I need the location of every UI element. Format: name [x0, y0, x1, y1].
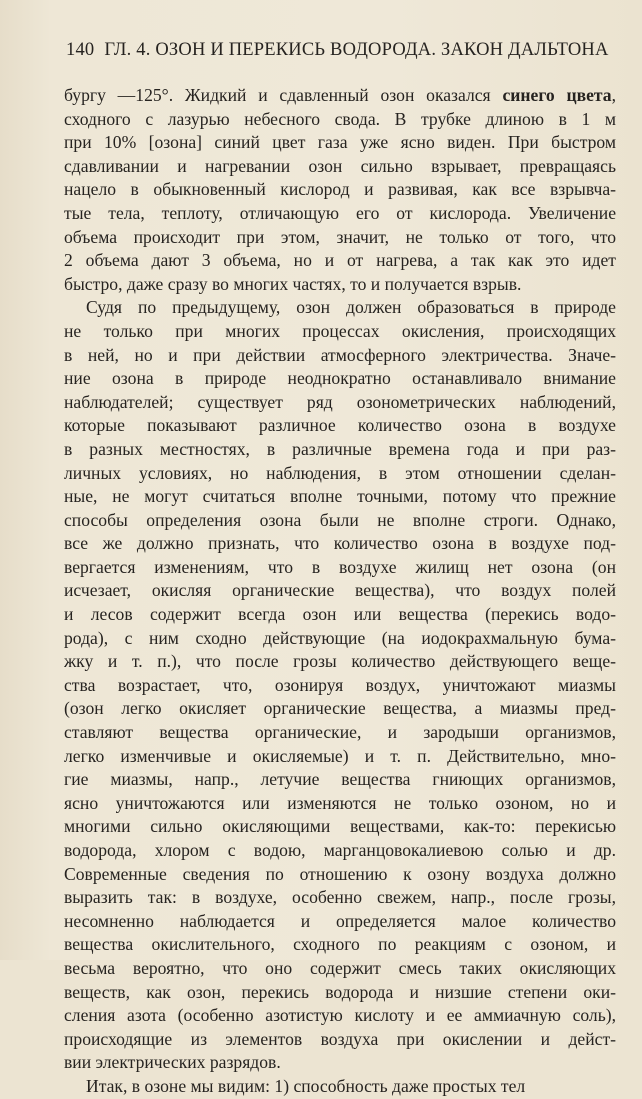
text-line: жку и т. п.), что после грозы количество действующего веще-	[64, 651, 616, 672]
text-line: все же должно признать, что количество озона в воздухе под-	[64, 533, 616, 554]
text-line: рода), с ним сходно действующие (на иодокрахмальную бума-	[64, 627, 616, 648]
text-line: ставляют вещества органические, и зародыши организмов,	[64, 722, 616, 743]
text-line: объема происходит при этом, значит, не только от того, что	[64, 226, 616, 247]
text-line: и лесов содержит всегда озон или вещества (перекись водо-	[64, 604, 616, 625]
text-line: сления азота (особенно азотистую кислоту и ее аммиачную соль),	[64, 1005, 616, 1026]
text-line: водорода, хлором с водою, марганцовокалиевою солью и др.	[64, 840, 616, 860]
text-line: веществ, как озон, перекись водорода и низшие степени оки-	[64, 981, 616, 1002]
text-line: многими сильно окисляющими веществами, как-то: перекисью	[64, 816, 616, 837]
body-text	[64, 84, 616, 1099]
text-line: бургу —125°. Жидкий и сдавленный озон оказался синего цвета,	[64, 85, 616, 105]
text-line: которые показывают различное количество озона в воздухе	[64, 415, 616, 436]
text-line: вергается изменениям, что в воздухе жилищ нет озона (он	[64, 556, 616, 577]
text-line: сдавливании и нагревании озон сильно взрывает, превращаясь	[64, 155, 616, 176]
text-line: исчезает, окисляя органические вещества), что воздух полей	[64, 580, 616, 601]
text-line: легко изменчивые и окисляемые) и т. п. Действительно, мно-	[64, 745, 616, 766]
text-line: Современные сведения по отношению к озону воздуха должно	[64, 863, 616, 884]
paragraph-first-line: Итак, в озоне мы видим: 1) способность даже простых тел	[86, 1075, 526, 1096]
text-line: несомненно наблюдается и определяется малое количество	[64, 910, 616, 931]
running-title: ГЛ. 4. ОЗОН И ПЕРЕКИСЬ ВОДОРОДА. ЗАКОН ДАЛЬТОНА	[104, 40, 609, 60]
text-line: при 10% [озона] синий цвет газа уже ясно виден. При быстром	[64, 132, 616, 153]
text-line: быстро, даже сразу во многих частях, то и получается взрыв.	[64, 273, 522, 294]
text-line: в ней, но и при действии атмосферного электричества. Значе-	[64, 344, 616, 365]
text-line: происходящие из элементов воздуха при окислении и дейст-	[64, 1028, 616, 1049]
page-number: 140	[66, 40, 95, 60]
text-line: наблюдателей; существует ряд озонометрических наблюдений,	[64, 391, 616, 412]
text-line: ные, не могут считаться вполне точными, потому что прежние	[64, 486, 616, 507]
text-line: вещества окислительного, сходного по реакциям с озоном, и	[64, 934, 616, 955]
text-line: ясно уничтожаются или изменяются не только озоном, но и	[64, 792, 616, 813]
running-head	[66, 40, 626, 61]
text-line: в разных местностях, в различные времена года и при раз-	[64, 438, 616, 459]
text-line: (озон легко окисляет органические вещества, а миазмы пред-	[64, 698, 616, 719]
text-line: гие миазмы, напр., летучие вещества гниющих организмов,	[64, 769, 616, 790]
paragraph-first-line: Судя по предыдущему, озон должен образоваться в природе	[86, 297, 616, 318]
text-line: не только при многих процессах окисления, происходящих	[64, 320, 616, 341]
text-line: способы определения озона были не вполне строги. Однако,	[64, 509, 616, 530]
text-line: сходного с лазурью небесного свода. В трубке длиною в 1 м	[64, 108, 616, 129]
text-line: весьма вероятно, что оно содержит смесь таких окисляющих	[64, 957, 616, 978]
text-line: тые тела, теплоту, отличающую его от кислорода. Увеличение	[64, 202, 616, 223]
text-line: личных условиях, но наблюдения, в этом отношении сделан-	[64, 462, 616, 483]
text-line: ства возрастает, что, озонируя воздух, уничтожают миазмы	[64, 674, 616, 695]
text-line: вии электрических разрядов.	[64, 1052, 281, 1073]
text-line: 2 объема дают 3 объема, но и от нагрева, а так как это идет	[64, 250, 616, 271]
emphasized-text: синего цвета	[502, 85, 612, 105]
text-line: ние озона в природе неоднократно останавливало внимание	[64, 368, 616, 389]
text-line: выразить так: в воздухе, особенно свежем, напр., после грозы,	[64, 887, 616, 908]
text-line: нацело в обыкновенный кислород и развивая, как все взрывча-	[64, 179, 616, 200]
